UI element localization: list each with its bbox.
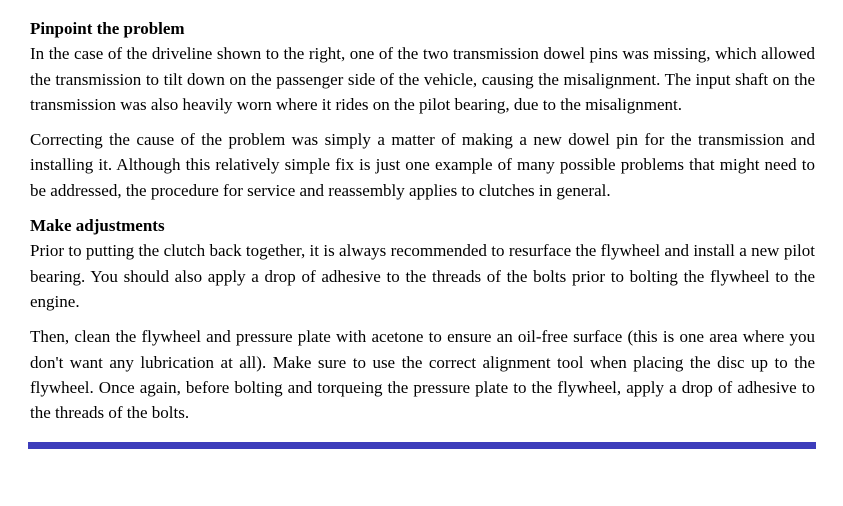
paragraph-clean-flywheel: Then, clean the flywheel and pressure plate with acetone to ensure an oil-free surface (this is one area where you don't want any lubrication at all). Make sure to use the correct alignment tool when placing the disc up to the flywheel. Once again, before bolting and torqueing the pressure plate to the flywheel, apply a drop of adhesive to the threads of the bolts. [30, 327, 815, 423]
paragraph-clutch-reassembly: Prior to putting the clutch back together, it is always recommended to resurface the flywheel and install a new pilot bearing. You should also apply a drop of adhesive to the threads of the bolts prior to bolting the flywheel to the engine. [30, 241, 815, 311]
section-heading-make-adjustments: Make adjustments [30, 216, 165, 236]
paragraph-driveline-problem: In the case of the driveline shown to the right, one of the two transmission dowel pins was missing, which allowed the transmission to tilt down on the passenger side of the vehicle, causing the misalignment. The input shaft on the transmission was also heavily worn where it rides on the pilot bearing, due to the misalignment. [30, 44, 815, 114]
bottom-divider-line [28, 442, 816, 449]
paragraph-correcting-cause: Correcting the cause of the problem was simply a matter of making a new dowel pin for the transmission and installing it. Although this relatively simple fix is just one example of many possible problems that might need to be addressed, the procedure for service and reassembly applies to clutches in general. [30, 130, 815, 200]
section-heading-pinpoint-the-problem: Pinpoint the problem [30, 19, 185, 38]
